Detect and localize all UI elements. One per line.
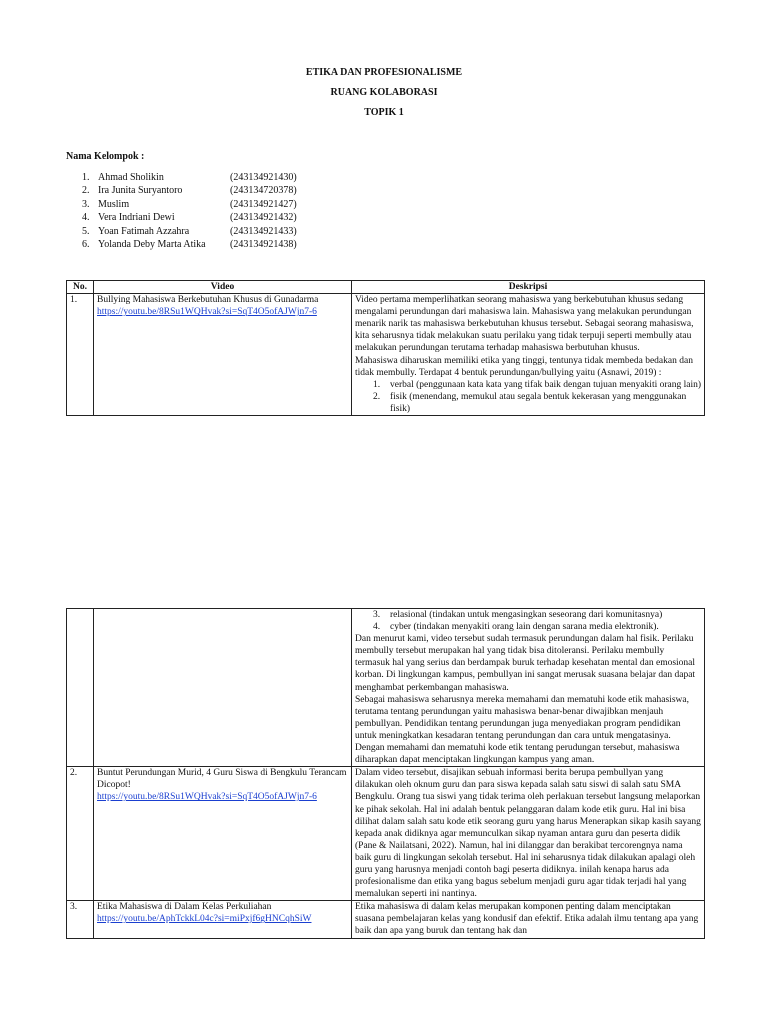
video-title: Buntut Perundungan Murid, 4 Guru Siswa di Bengkulu Terancam Dicopot! — [97, 768, 347, 791]
member-name: Ira Junita Suryantoro — [98, 185, 183, 197]
member-item — [82, 184, 297, 197]
member-name: Ahmad Sholikin — [98, 172, 164, 183]
member-number: 2. — [82, 185, 90, 197]
video-link[interactable]: https://youtu.be/8RSu1WQHvak?si=SqT4O5ofAJWjn7-6 — [97, 307, 317, 318]
description-paragraph: Dengan memahami dan mematuhi kode etik tentang perudungan tersebut, mahasiswa diharapkan dapat menciptakan lingkungan kampus yang aman. — [355, 743, 680, 766]
video-title: Etika Mahasiswa di Dalam Kelas Perkuliahan — [97, 902, 272, 913]
member-nim: (243134921430) — [230, 172, 297, 183]
list-item-number: 2. — [373, 391, 381, 402]
video-table-page-1 — [66, 280, 705, 416]
list-item-text: fisik (menendang, memukul atau segala bentuk kekerasan yang menggunakan fisik) — [390, 391, 687, 414]
row-number: 1. — [67, 294, 94, 416]
description-paragraph: Video pertama memperlihatkan seorang mahasiswa yang berkebutuhan khusus sedang mengalami perundungan dari mahasiswa lain. Mahasiswa yang melakukan perundungan menarik narik tas mahasiswa berkebutuhan khusus tersebut. Sebagai seorang mahasiswa, kita seharusnya tidak melakukan suatu perilaku yang tidak terpuji seperti membully atau melakukan perundungan terutama terhadap mahasiswa berbutuhan khusus. — [355, 295, 694, 354]
list-item-number: 3. — [373, 610, 381, 620]
member-number: 4. — [82, 212, 90, 224]
list-item-text: verbal (penggunaan kata kata yang tifak baik dengan tujuan menyakiti orang lain) — [390, 379, 702, 390]
member-item — [82, 238, 297, 251]
member-list — [82, 171, 297, 251]
table-row — [67, 767, 705, 901]
member-number: 6. — [82, 239, 90, 251]
doc-subtitle: RUANG KOLABORASI — [330, 87, 438, 98]
video-cell — [94, 609, 352, 767]
member-item — [82, 225, 297, 238]
description-cell — [352, 609, 705, 767]
description-paragraph: Dalam video tersebut, disajikan sebuah informasi berita berupa pembullyan yang dilakukan oleh oknum guru dan para siswa kepada salah satu siswi di salah satu SMA Bengkulu. Orang tua siswi yang tidak terima oleh perlakuan tersebut langsung melaporkan ke pihak sekolah. Hal ini adalah bentuk pelanggaran dalam kode etik guru. Hal ini bisa dilihat dalam salah satu kode etik seorang guru yang harus Menerapkan sikap kasih sayang kepada anak didiknya agar memunculkan sikap nyaman antara guru dan peserta didik (Pane & Nailatsani, 2022). Namun, hal ini dilanggar dan berakibat tercorengnya nama baik guru di lingkungan sekolah tersebut. Hal ini seharusnya tidak dilakukan apalagi oleh guru yang harusnya menjadi contoh bagi peserta didiknya. inilah kenapa harus ada profesionalisme dan etika yang bagus sebelum menjadi guru agar tidak terjadi hal yang memalukan seperti ini nantinya. — [355, 768, 701, 900]
member-nim: (243134921427) — [230, 198, 297, 210]
header-video: Video — [94, 281, 352, 294]
list-item — [355, 391, 701, 415]
member-name: Muslim — [98, 198, 130, 210]
description-cell — [352, 767, 705, 901]
row-number: 3. — [67, 901, 94, 938]
list-item — [355, 621, 701, 633]
group-label: Nama Kelompok : — [66, 151, 145, 162]
table-row — [67, 609, 705, 767]
video-cell — [94, 294, 352, 416]
member-name: Yolanda Deby Marta Atika — [98, 239, 206, 251]
video-title: Bullying Mahasiswa Berkebutuhan Khusus di Gunadarma — [97, 295, 319, 306]
member-item — [82, 198, 297, 211]
list-item-number: 4. — [373, 622, 381, 633]
page-2 — [0, 515, 768, 1024]
description-paragraph: Mahasiswa diharuskan memiliki etika yang tinggi, tentunya tidak membeda bedakan dan tidak membully. Terdapat 4 bentuk perundungan/bullying yaitu (Asnawi, 2019) : — [355, 355, 693, 378]
member-item — [82, 171, 297, 184]
list-item-text: relasional (tindakan untuk mengasingkan seseorang dari komunitasnya) — [390, 610, 663, 620]
row-number — [67, 609, 94, 767]
table-header-row — [67, 281, 705, 294]
video-table-page-2 — [66, 608, 705, 939]
member-nim: (243134921438) — [230, 239, 297, 251]
member-number: 5. — [82, 225, 90, 237]
member-name: Yoan Fatimah Azzahra — [98, 225, 190, 237]
description-cell — [352, 901, 705, 938]
header-no: No. — [67, 281, 94, 294]
list-item-text: cyber (tindakan menyakiti orang lain dengan sarana media elektronik). — [390, 622, 659, 633]
description-paragraph: Etika mahasiswa di dalam kelas merupakan komponen penting dalam menciptakan suasana pembelajaran kelas yang kondusif dan efektif. Etika adalah ilmu tentang apa yang baik dan apa yang buruk dan tentang hak dan — [355, 902, 699, 937]
member-number: 1. — [82, 172, 90, 183]
member-nim: (243134921433) — [230, 225, 297, 237]
doc-topic: TOPIK 1 — [364, 107, 404, 118]
member-name: Vera Indriani Dewi — [98, 212, 175, 224]
list-item-number: 1. — [373, 379, 381, 390]
member-number: 3. — [82, 198, 90, 210]
table-row — [67, 294, 705, 416]
member-nim: (243134921432) — [230, 212, 297, 224]
video-cell — [94, 767, 352, 901]
list-item — [355, 609, 701, 621]
header-description: Deskripsi — [352, 281, 705, 294]
video-cell — [94, 901, 352, 938]
member-nim: (243134720378) — [230, 185, 297, 197]
description-paragraph: Sebagai mahasiswa seharusnya mereka memahami dan mematuhi kode etik mahasiswa, terutama tentang perundungan yaitu mahasiswa benar-benar diwajibkan menjauh pembullyan. Pendidikan tentang perundungan juga menyediakan program pendidikan untuk meningkatkan kesadaran tentang perundungan dan cara untuk mengatasinya. — [355, 694, 689, 741]
list-item — [355, 379, 701, 391]
description-paragraph: Dan menurut kami, video tersebut sudah termasuk perundungan dalam hal fisik. Perilaku membully tersebut merupakan hal yang tidak bisa ditoleransi. Perilaku membully termasuk hal yang serius dan berdampak buruk terhadap kesehatan mental dan emosional korban. Di lingkungan kampus, pembullyan ini sangat merusak suasana belajar dan dapat menghambat perkembangan mahasiswa. — [355, 634, 696, 693]
doc-title: ETIKA DAN PROFESIONALISME — [305, 67, 463, 78]
member-item — [82, 211, 297, 224]
video-link[interactable]: https://youtu.be/8RSu1WQHvak?si=SqT4O5ofAJWjn7-6 — [97, 792, 317, 803]
video-link[interactable]: https://youtu.be/AphTckkL04c?si=miPxjf6gHNCqhSiW — [97, 914, 312, 925]
description-cell — [352, 294, 705, 416]
row-number: 2. — [67, 767, 94, 901]
table-row — [67, 901, 705, 938]
